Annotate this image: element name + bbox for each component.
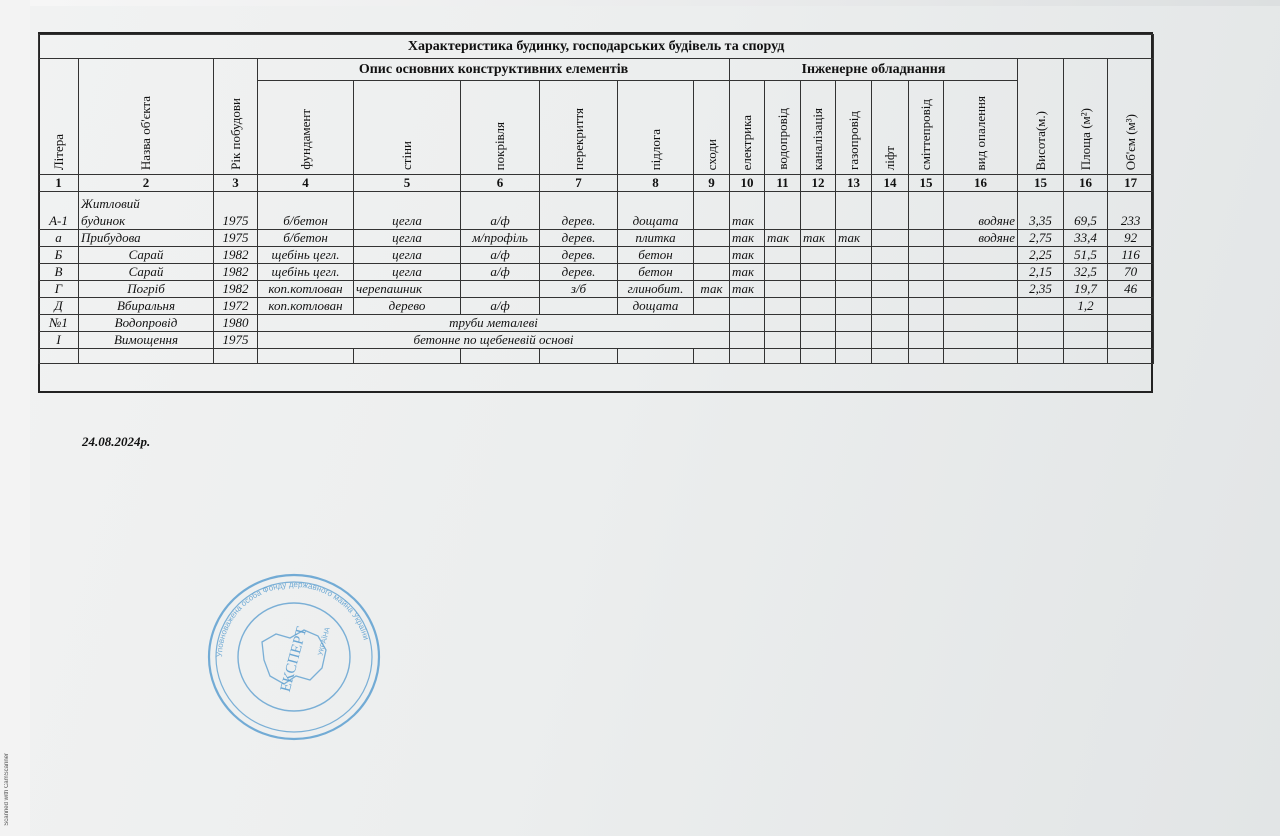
column-number: 5 bbox=[354, 175, 461, 192]
header-sewer: каналізація bbox=[801, 81, 836, 175]
paper-top-edge bbox=[30, 0, 1280, 6]
cell-sewer bbox=[801, 264, 836, 281]
cell-chute bbox=[909, 264, 944, 281]
cell-lift bbox=[872, 298, 909, 315]
table-row-empty bbox=[39, 349, 1154, 364]
header-foundation: фундамент bbox=[258, 81, 354, 175]
cell-litera: Д bbox=[39, 298, 79, 315]
cell-floor-slab: дерев. bbox=[540, 264, 618, 281]
cell-electricity: так bbox=[730, 247, 765, 264]
cell-stairs bbox=[694, 264, 730, 281]
cell-water bbox=[765, 298, 801, 315]
table-row bbox=[39, 264, 1154, 281]
cell-lift bbox=[872, 281, 909, 298]
cell-year: 1982 bbox=[214, 264, 258, 281]
cell-floor-slab: дерев. bbox=[540, 230, 618, 247]
cell-year: 1982 bbox=[214, 247, 258, 264]
cell-lift bbox=[872, 247, 909, 264]
header-lift: ліфт bbox=[872, 81, 909, 175]
cell-foundation: б/бетон bbox=[258, 230, 354, 247]
table-row bbox=[39, 298, 1154, 315]
cell-chute bbox=[909, 192, 944, 230]
cell-water bbox=[765, 264, 801, 281]
cell-floor-slab bbox=[540, 298, 618, 315]
cell-floor: дощата bbox=[618, 192, 694, 230]
column-number: 16 bbox=[1064, 175, 1108, 192]
cell-volume: 116 bbox=[1108, 247, 1154, 264]
cell-floor: дощата bbox=[618, 298, 694, 315]
table-row bbox=[39, 332, 1154, 349]
table-title: Характеристика будинку, господарських будівель та споруд bbox=[39, 35, 1154, 59]
document-date: 24.08.2024р. bbox=[82, 434, 151, 449]
header-area: Площа (м²) bbox=[1064, 59, 1108, 175]
cell-walls: цегла bbox=[354, 247, 461, 264]
header-water: водопровід bbox=[765, 81, 801, 175]
cell-description: бетонне по щебеневій основі bbox=[258, 332, 730, 349]
cell-name: Сарай bbox=[79, 247, 214, 264]
cell-stairs bbox=[694, 298, 730, 315]
cell-heating bbox=[944, 247, 1018, 264]
cell-foundation: коп.котлован bbox=[258, 298, 354, 315]
column-number: 14 bbox=[872, 175, 909, 192]
header-year: Рік побудови bbox=[214, 59, 258, 175]
cell-volume: 46 bbox=[1108, 281, 1154, 298]
column-number: 8 bbox=[618, 175, 694, 192]
column-number: 6 bbox=[461, 175, 540, 192]
column-number: 15 bbox=[909, 175, 944, 192]
cell-electricity: так bbox=[730, 281, 765, 298]
cell-litera: А-1 bbox=[39, 192, 79, 230]
column-number: 4 bbox=[258, 175, 354, 192]
header-electricity: електрика bbox=[730, 81, 765, 175]
cell-stairs bbox=[694, 230, 730, 247]
cell-sewer: так bbox=[801, 230, 836, 247]
cell-floor: плитка bbox=[618, 230, 694, 247]
cell-walls: черепашник bbox=[354, 281, 461, 298]
column-number: 1 bbox=[39, 175, 79, 192]
column-number: 17 bbox=[1108, 175, 1154, 192]
cell-name: Водопровід bbox=[79, 315, 214, 332]
cell-stairs: так bbox=[694, 281, 730, 298]
header-heating: вид опалення bbox=[944, 81, 1018, 175]
cell-foundation: б/бетон bbox=[258, 192, 354, 230]
header-walls: стіни bbox=[354, 81, 461, 175]
stamp-country: УКРАЇНА bbox=[317, 626, 332, 657]
cell-name: Прибудова bbox=[79, 230, 214, 247]
cell-volume: 70 bbox=[1108, 264, 1154, 281]
cell-chute bbox=[909, 281, 944, 298]
cell-electricity: так bbox=[730, 264, 765, 281]
cell-foundation: щебінь цегл. bbox=[258, 247, 354, 264]
cell-area: 33,4 bbox=[1064, 230, 1108, 247]
header-volume: Об'єм (м³) bbox=[1108, 59, 1154, 175]
table-row bbox=[39, 247, 1154, 264]
cell-walls: цегла bbox=[354, 192, 461, 230]
cell-floor-slab: з/б bbox=[540, 281, 618, 298]
cell-height: 3,35 bbox=[1018, 192, 1064, 230]
cell-heating: водяне bbox=[944, 192, 1018, 230]
cell-height bbox=[1018, 298, 1064, 315]
header-name: Назва об'єкта bbox=[79, 59, 214, 175]
cell-walls: цегла bbox=[354, 264, 461, 281]
cell-gas bbox=[836, 264, 872, 281]
cell-roof: а/ф bbox=[461, 192, 540, 230]
cell-water bbox=[765, 247, 801, 264]
cell-volume: 233 bbox=[1108, 192, 1154, 230]
cell-roof: м/профіль bbox=[461, 230, 540, 247]
cell-area: 32,5 bbox=[1064, 264, 1108, 281]
cell-water bbox=[765, 192, 801, 230]
cell-litera: а bbox=[39, 230, 79, 247]
cell-sewer bbox=[801, 192, 836, 230]
cell-walls: дерево bbox=[354, 298, 461, 315]
cell-floor-slab: дерев. bbox=[540, 247, 618, 264]
cell-year: 1975 bbox=[214, 192, 258, 230]
cell-name-line2: будинок bbox=[81, 213, 126, 228]
cell-water: так bbox=[765, 230, 801, 247]
cell-stairs bbox=[694, 192, 730, 230]
header-floor-slab: перекриття bbox=[540, 81, 618, 175]
cell-year: 1980 bbox=[214, 315, 258, 332]
scanner-label: Scanned with CamScanner bbox=[4, 753, 10, 826]
cell-chute bbox=[909, 298, 944, 315]
header-engineering-group: Інженерне обладнання bbox=[730, 59, 1018, 81]
table-row bbox=[39, 281, 1154, 298]
header-floor: підлога bbox=[618, 81, 694, 175]
cell-year: 1975 bbox=[214, 332, 258, 349]
cell-foundation: щебінь цегл. bbox=[258, 264, 354, 281]
cell-litera: Г bbox=[39, 281, 79, 298]
cell-year: 1972 bbox=[214, 298, 258, 315]
cell-stairs bbox=[694, 247, 730, 264]
cell-height: 2,15 bbox=[1018, 264, 1064, 281]
stamp-outer-text: Уповноважена особа Фонду державного майна України bbox=[214, 579, 371, 658]
cell-volume bbox=[1108, 298, 1154, 315]
cell-water bbox=[765, 281, 801, 298]
cell-lift bbox=[872, 230, 909, 247]
header-height: Висота(м.) bbox=[1018, 59, 1064, 175]
column-number: 2 bbox=[79, 175, 214, 192]
column-number: 9 bbox=[694, 175, 730, 192]
cell-lift bbox=[872, 192, 909, 230]
cell-floor: глинобит. bbox=[618, 281, 694, 298]
cell-heating: водяне bbox=[944, 230, 1018, 247]
column-numbers-row bbox=[39, 175, 1154, 192]
scanner-side-strip bbox=[0, 0, 31, 836]
table-row bbox=[39, 230, 1154, 247]
cell-name: Сарай bbox=[79, 264, 214, 281]
cell-walls: цегла bbox=[354, 230, 461, 247]
cell-electricity: так bbox=[730, 192, 765, 230]
cell-foundation: коп.котлован bbox=[258, 281, 354, 298]
cell-litera: В bbox=[39, 264, 79, 281]
cell-gas bbox=[836, 192, 872, 230]
expert-stamp bbox=[206, 572, 382, 742]
cell-gas bbox=[836, 298, 872, 315]
column-number: 10 bbox=[730, 175, 765, 192]
column-number: 3 bbox=[214, 175, 258, 192]
cell-roof bbox=[461, 281, 540, 298]
cell-area: 19,7 bbox=[1064, 281, 1108, 298]
cell-name: Вимощення bbox=[79, 332, 214, 349]
cell-sewer bbox=[801, 247, 836, 264]
cell-floor: бетон bbox=[618, 247, 694, 264]
column-number: 11 bbox=[765, 175, 801, 192]
cell-name bbox=[79, 192, 214, 230]
cell-height: 2,25 bbox=[1018, 247, 1064, 264]
column-number: 12 bbox=[801, 175, 836, 192]
header-chute: сміттепровід bbox=[909, 81, 944, 175]
cell-name: Погріб bbox=[79, 281, 214, 298]
cell-heating bbox=[944, 264, 1018, 281]
header-structural-group: Опис основних конструктивних елементів bbox=[258, 59, 730, 81]
cell-sewer bbox=[801, 298, 836, 315]
cell-year: 1975 bbox=[214, 230, 258, 247]
header-litera: Літера bbox=[39, 59, 79, 175]
header-stairs: сходи bbox=[694, 81, 730, 175]
cell-area: 1,2 bbox=[1064, 298, 1108, 315]
cell-electricity: так bbox=[730, 230, 765, 247]
cell-litera: №1 bbox=[39, 315, 79, 332]
cell-floor-slab: дерев. bbox=[540, 192, 618, 230]
cell-year: 1982 bbox=[214, 281, 258, 298]
cell-gas bbox=[836, 247, 872, 264]
characteristics-table bbox=[38, 34, 1154, 364]
cell-chute bbox=[909, 247, 944, 264]
cell-gas: так bbox=[836, 230, 872, 247]
cell-heating bbox=[944, 281, 1018, 298]
cell-roof: а/ф bbox=[461, 264, 540, 281]
cell-sewer bbox=[801, 281, 836, 298]
cell-area: 51,5 bbox=[1064, 247, 1108, 264]
cell-roof: а/ф bbox=[461, 298, 540, 315]
header-gas: газопровід bbox=[836, 81, 872, 175]
column-number: 7 bbox=[540, 175, 618, 192]
cell-gas bbox=[836, 281, 872, 298]
table-row bbox=[39, 192, 1154, 230]
column-number: 16 bbox=[944, 175, 1018, 192]
cell-description: труби металеві bbox=[258, 315, 730, 332]
cell-floor: бетон bbox=[618, 264, 694, 281]
cell-volume: 92 bbox=[1108, 230, 1154, 247]
column-number: 13 bbox=[836, 175, 872, 192]
stamp-center-text: ЕКСПЕРТ bbox=[277, 625, 311, 694]
cell-name: Вбиральня bbox=[79, 298, 214, 315]
cell-roof: а/ф bbox=[461, 247, 540, 264]
cell-litera: Б bbox=[39, 247, 79, 264]
cell-litera: І bbox=[39, 332, 79, 349]
cell-lift bbox=[872, 264, 909, 281]
column-number: 15 bbox=[1018, 175, 1064, 192]
cell-height: 2,75 bbox=[1018, 230, 1064, 247]
cell-name-line1: Житловий bbox=[81, 196, 140, 211]
cell-electricity bbox=[730, 298, 765, 315]
header-roof: покрівля bbox=[461, 81, 540, 175]
cell-chute bbox=[909, 230, 944, 247]
table-row bbox=[39, 315, 1154, 332]
cell-height: 2,35 bbox=[1018, 281, 1064, 298]
cell-area: 69,5 bbox=[1064, 192, 1108, 230]
cell-heating bbox=[944, 298, 1018, 315]
